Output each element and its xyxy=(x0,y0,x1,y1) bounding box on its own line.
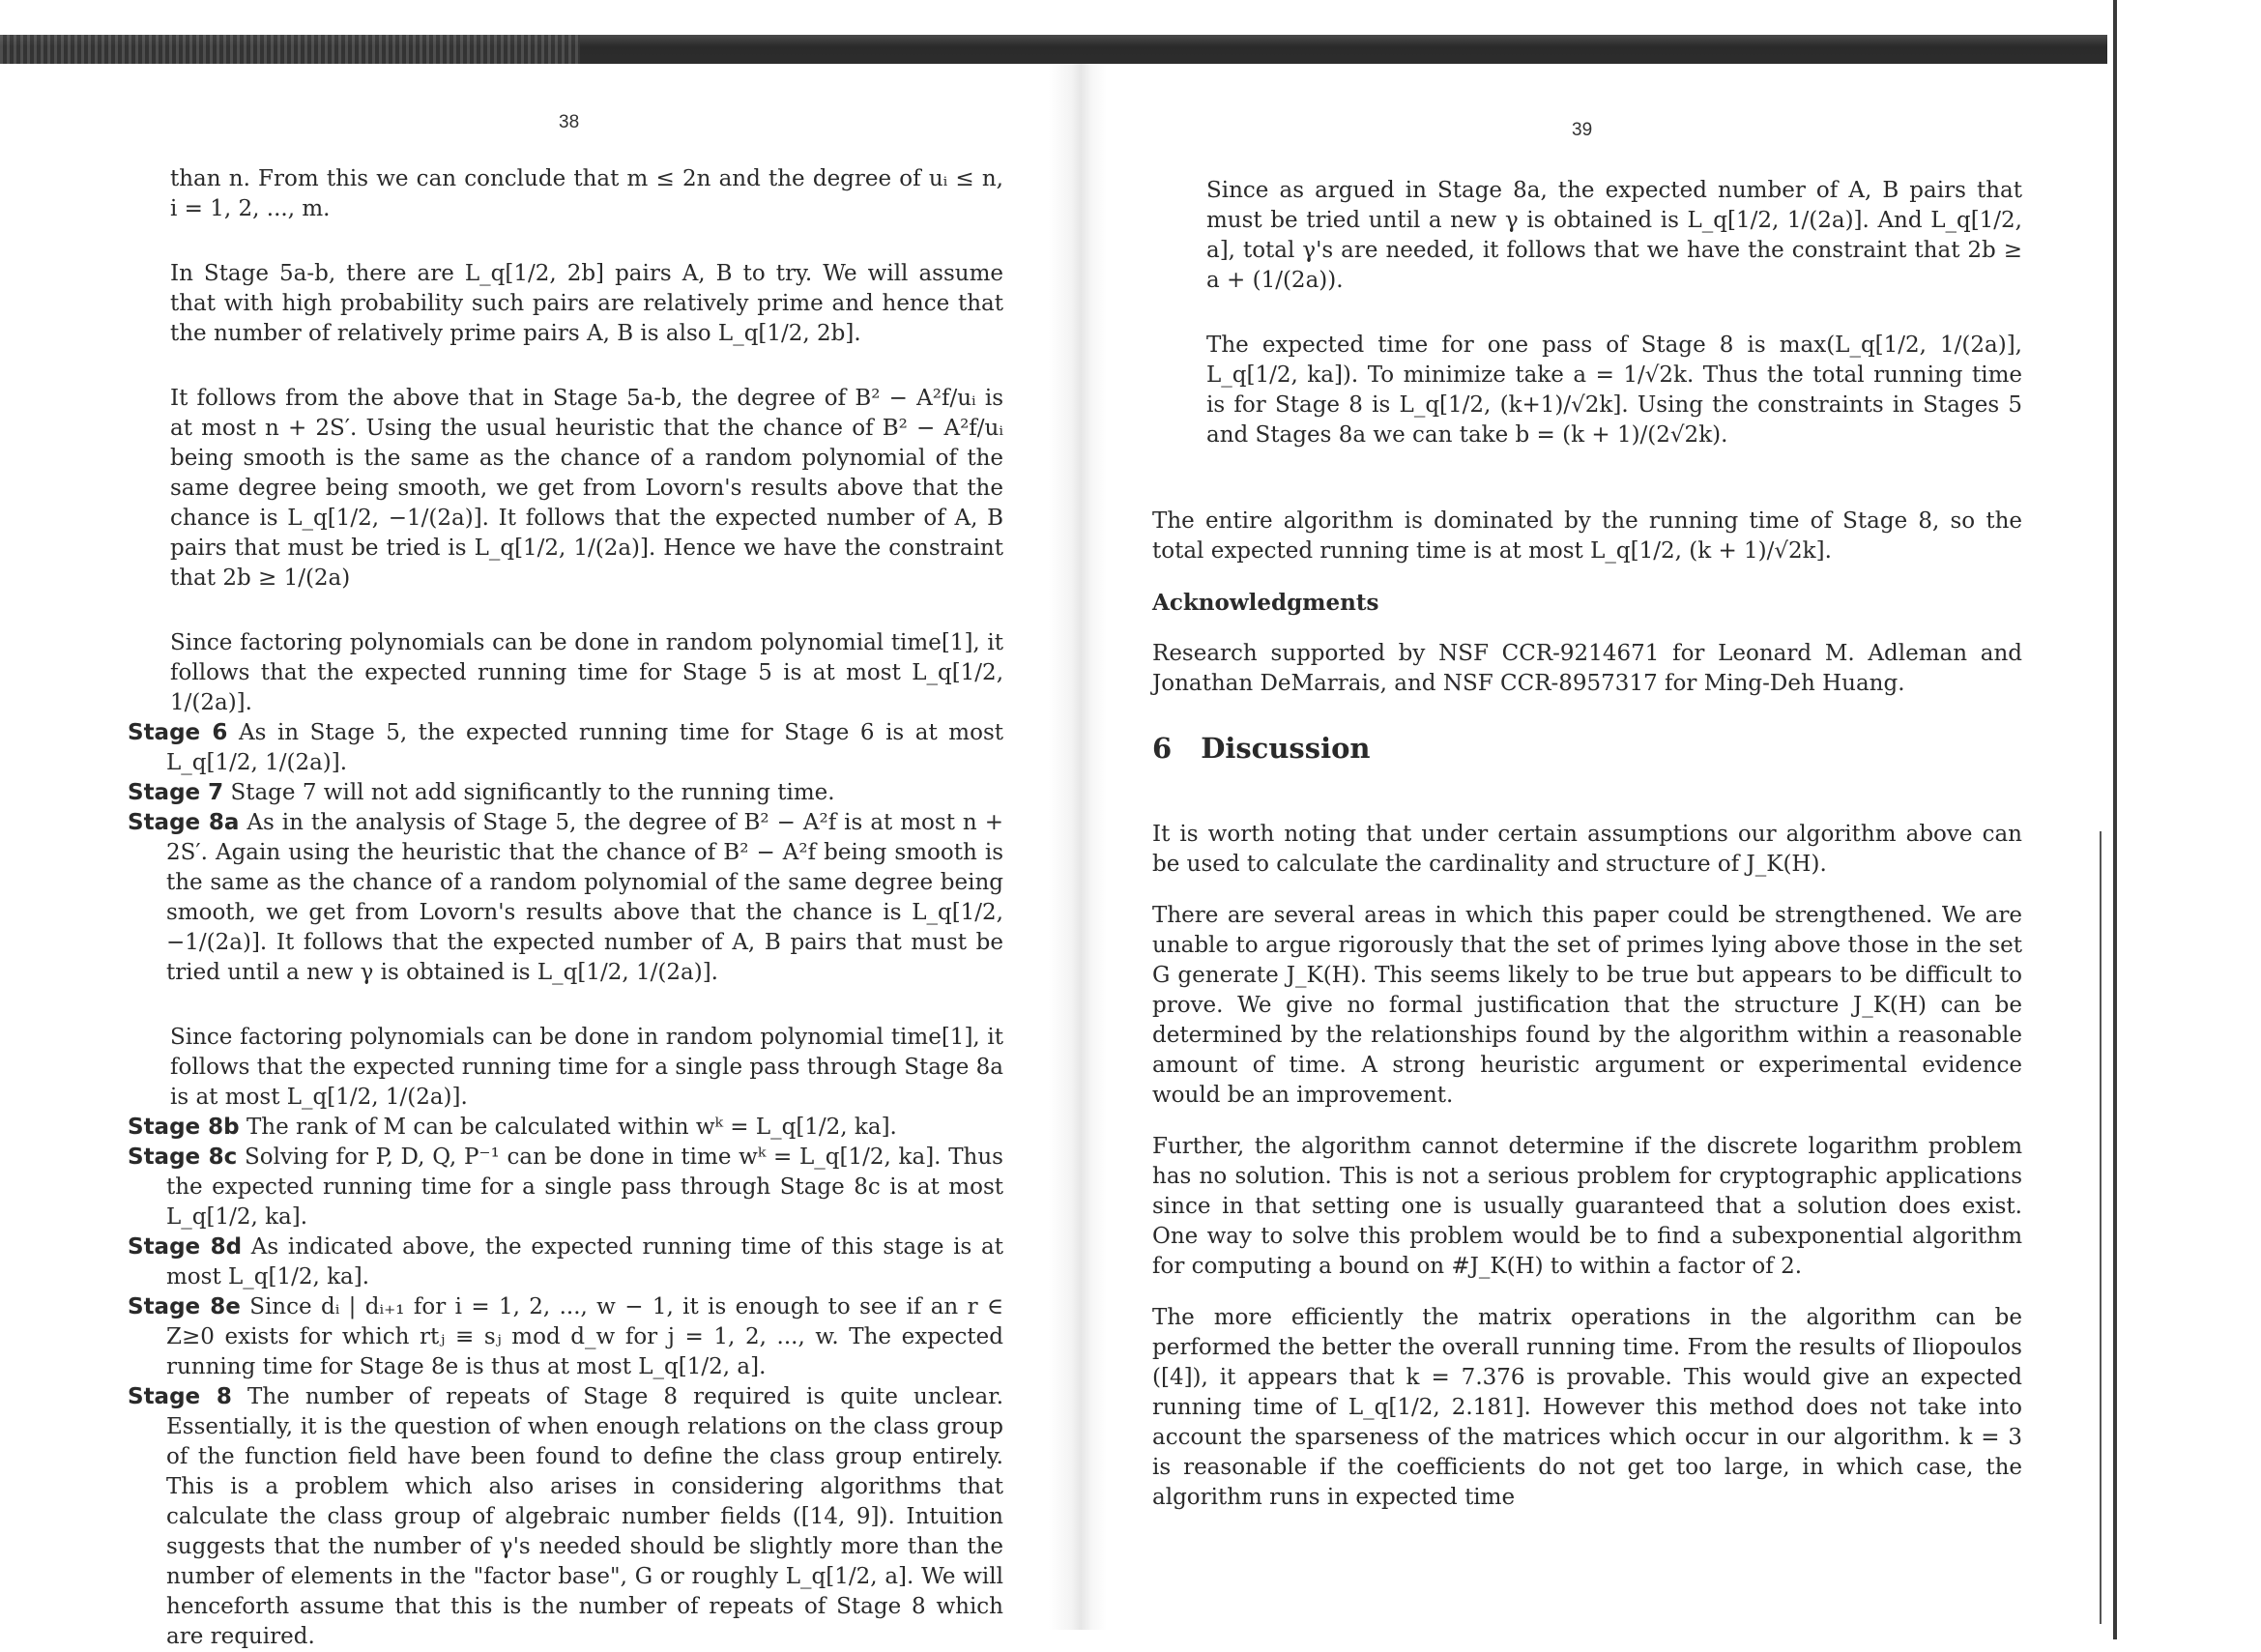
stage-text: Since dᵢ | dᵢ₊₁ for i = 1, 2, ..., w − 1, it is enough to see if an r ∈ Z≥0 exists for which rtⱼ ≡ sⱼ mod d_w for j = 1, 2, ..., w. The expected running time for Stage 8e is thus at most L_q[1/2, a]. xyxy=(166,1294,1003,1379)
stage-text: Solving for P, D, Q, P⁻¹ can be done in time wᵏ = L_q[1/2, ka]. Thus the expected running time for a single pass through Stage 8c is at most L_q[1/2, ka]. xyxy=(166,1145,1003,1230)
right-indented-paragraph: The expected time for one pass of Stage 8 is max(L_q[1/2, 1/(2a)], L_q[1/2, ka]). To minimize take a = 1/√2k. Thus the total running time is for Stage 8 is L_q[1/2, (k+1)/√2k]. Using the constraints in Stages 5 and Stages 8a we can take b = (k + 1)/(2√2k). xyxy=(1206,333,2022,448)
left-paragraph: Since factoring polynomials can be done in random polynomial time[1], it follows that the expected running time for Stage 5 is at most L_q[1/2, 1/(2a)]. xyxy=(170,630,1003,715)
discussion-paragraph: It is worth noting that under certain assumptions our algorithm above can be used to calculate the cardinality and structure of J_K(H). xyxy=(1152,822,2022,877)
scan-right-edge-inner xyxy=(2100,831,2102,1624)
stage-label: Stage 8a xyxy=(128,810,240,835)
acknowledgments-heading: Acknowledgments xyxy=(1152,590,1379,616)
discussion-paragraph: The more efficiently the matrix operations in the algorithm can be performed the better the overall running time. From the results of Iliopoulos ([4]), it appears that k = 7.376 is provable. This would give an expected running time of L_q[1/2, 2.181]. However this method does not take into account the sparseness of the matrices which occur in our algorithm. k = 3 is reasonable if the coefficients do not get too large, in which case, the algorithm runs in expected time xyxy=(1152,1305,2022,1510)
right-page-body xyxy=(1152,176,2022,1513)
stage-text: The rank of M can be calculated within wᵏ = L_q[1/2, ka]. xyxy=(246,1115,897,1140)
stage-label: Stage 8c xyxy=(128,1145,238,1170)
book-gutter xyxy=(1049,64,1107,1630)
stage-entry xyxy=(128,808,1003,988)
scan-top-band xyxy=(0,35,2107,64)
stage-label: Stage 8 xyxy=(128,1384,232,1409)
stage8a-followup: Since factoring polynomials can be done in random polynomial time[1], it follows that the expected running time for a single pass through Stage 8a is at most L_q[1/2, 1/(2a)]. xyxy=(170,1025,1003,1110)
left-page-number: 38 xyxy=(559,112,580,132)
stage-entry xyxy=(128,1232,1003,1292)
stage-entry xyxy=(128,1113,1003,1143)
stage-text: As in the analysis of Stage 5, the degree of B² − A²f is at most n + 2S′. Again using the heuristic that the chance of B² − A²f being smooth is the same as the chance of a random polynomial of the same degree being smooth, we get from Lovorn's results above that the chance is L_q[1/2, −1/(2a)]. It follows that the expected number of A, B pairs that must be tried until a new γ is obtained is L_q[1/2, 1/(2a)]. xyxy=(166,810,1003,985)
left-page-body xyxy=(128,164,1004,1652)
stage-entry xyxy=(128,1143,1003,1232)
stage-list-a xyxy=(128,718,1003,988)
stage-text: The number of repeats of Stage 8 required is quite unclear. Essentially, it is the question of when enough relations on the class group of the function field have been found to define the class group entirely. This is a problem which also arises in considering algorithms that calculate the class group of algebraic number fields ([14, 9]). Intuition suggests that the number of γ's needed should be slightly more than the number of elements in the "factor base", G or roughly L_q[1/2, a]. We will henceforth assume that this is the number of repeats of Stage 8 which are required. xyxy=(166,1384,1004,1649)
right-indented-paragraph: Since as argued in Stage 8a, the expected number of A, B pairs that must be tried until a new γ is obtained is L_q[1/2, 1/(2a)]. And L_q[1/2, a], total γ's are needed, it follows that we have the constraint that 2b ≥ a + (1/(2a)). xyxy=(1206,178,2022,293)
stage-label: Stage 8d xyxy=(128,1234,243,1260)
stage-label: Stage 8e xyxy=(128,1294,241,1319)
discussion-paragraph: There are several areas in which this paper could be strengthened. We are unable to argue rigorously that the set of primes lying above those in the set G generate J_K(H). This seems likely to be true but appears to be difficult to prove. We give no formal justification that the structure J_K(H) can be determined by the relationships found by the algorithm within a reasonable amount of time. A strong heuristic argument or experimental evidence would be an improvement. xyxy=(1152,903,2022,1108)
running-time-summary: The entire algorithm is dominated by the running time of Stage 8, so the total expected running time is at most L_q[1/2, (k + 1)/√2k]. xyxy=(1152,508,2022,564)
stage-text: As indicated above, the expected running time of this stage is at most L_q[1/2, ka]. xyxy=(166,1234,1004,1290)
discussion-paragraph: Further, the algorithm cannot determine if the discrete logarithm problem has no solution. This is not a serious problem for cryptographic applications since in that setting one is usually guaranteed that a solution does exist. One way to solve this problem would be to find a subexponential algorithm for computing a bound on #J_K(H) to within a factor of 2. xyxy=(1152,1134,2022,1279)
stage-entry xyxy=(128,778,1003,808)
stage-entry xyxy=(128,1382,1003,1652)
stage-text: Stage 7 will not add significantly to the running time. xyxy=(230,780,835,805)
section-number: 6 xyxy=(1152,732,1173,765)
stage-list-b xyxy=(128,1113,1003,1652)
section-heading xyxy=(1152,734,2022,764)
scan-right-edge xyxy=(2113,0,2117,1639)
stage-entry xyxy=(128,1292,1003,1382)
stage-entry xyxy=(128,718,1003,778)
scan-speckle xyxy=(0,35,580,64)
right-page-number: 39 xyxy=(1572,120,1593,140)
left-paragraph: than n. From this we can conclude that m ≤ 2n and the degree of uᵢ ≤ n, i = 1, 2, ..., m. xyxy=(170,166,1003,221)
stage-label: Stage 8b xyxy=(128,1115,240,1140)
acknowledgments-text: Research supported by NSF CCR-9214671 for Leonard M. Adleman and Jonathan DeMarrais, and NSF CCR-8957317 for Ming-Deh Huang. xyxy=(1152,641,2022,696)
section-title: Discussion xyxy=(1201,732,1371,765)
stage-label: Stage 7 xyxy=(128,780,224,805)
left-paragraph: In Stage 5a-b, there are L_q[1/2, 2b] pairs A, B to try. We will assume that with high probability such pairs are relatively prime and hence that the number of relatively prime pairs A, B is also L_q[1/2, 2b]. xyxy=(170,261,1003,346)
stage-text: As in Stage 5, the expected running time for Stage 6 is at most L_q[1/2, 1/(2a)]. xyxy=(166,720,1004,775)
left-paragraph: It follows from the above that in Stage 5a-b, the degree of B² − A²f/uᵢ is at most n + 2S′. Using the usual heuristic that the chance of B² − A²f/uᵢ being smooth is the same as the chance of a random polynomial of the same degree being smooth, we get from Lovorn's results above that the chance is L_q[1/2, −1/(2a)]. It follows that the expected number of A, B pairs that must be tried is L_q[1/2, 1/(2a)]. Hence we have the constraint that 2b ≥ 1/(2a) xyxy=(170,386,1003,591)
stage-label: Stage 6 xyxy=(128,720,228,745)
